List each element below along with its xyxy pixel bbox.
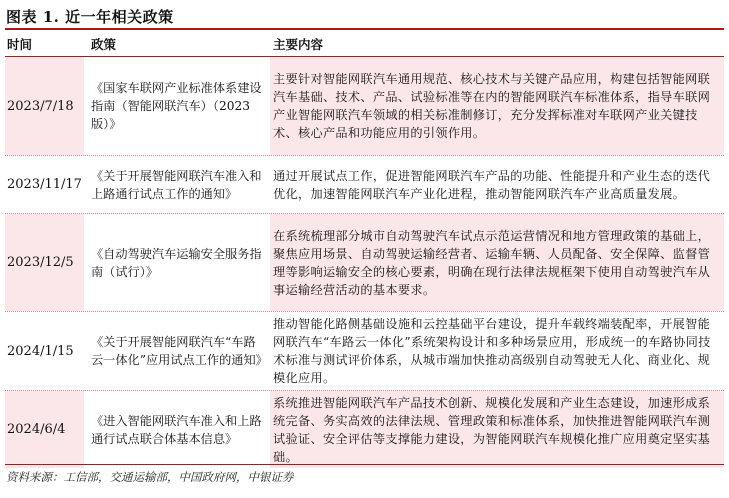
content-text: 主要针对智能网联汽车通用规范、核心技术与关键产品应用，构建包括智能网联汽车基础、技术、产品、试验标准等在内的智能网联汽车标准体系，指导车联网产业智能网联汽车领域的相关标准制修订，充分发挥标准对车联网产业关键技术、核心产品和功能应用的引领作用。 <box>273 72 711 140</box>
cell-policy <box>86 214 272 311</box>
time-text: 2023/11/17 <box>7 177 82 192</box>
cell-content <box>270 156 724 213</box>
cell-time <box>5 156 84 213</box>
content-text: 推动智能化路侧基础设施和云控基础平台建设，提升车载终端装配率，开展智能网联汽车“车路云一体化”系统架构设计和多种场景应用，形成统一的车路协同技术标准与测试评价体系，从城市端加快推动高级别自动驾驶无人化、商业化、规模化应用。 <box>273 317 711 385</box>
policy-table <box>5 57 724 468</box>
cell-content <box>270 312 724 390</box>
cell-content <box>270 391 724 468</box>
content-text: 在系统梳理部分城市自动驾驶汽车试点示范运营情况和地方管理政策的基础上，聚焦应用场景、自动驾驶运输经营者、运输车辆、人员配备、安全保障、监督管理等影响运输安全的核心要素，明确在现行法律法规框架下使用自动驾驶汽车从事运输经营活动的基本要求。 <box>273 228 711 297</box>
policy-text: 《自动驾驶汽车运输安全服务指南（试行）》 <box>91 246 262 279</box>
top-rule <box>5 28 724 30</box>
cell-time <box>5 214 84 311</box>
time-text: 2024/1/15 <box>7 343 74 359</box>
header-time: 时间 <box>7 37 33 52</box>
cell-policy <box>86 57 272 155</box>
policy-text: 《进入智能网联汽车准入和上路通行试点联合体基本信息》 <box>91 413 262 446</box>
cell-time <box>5 312 84 390</box>
time-text: 2024/6/4 <box>7 422 66 437</box>
table-row <box>5 213 724 311</box>
content-text: 通过开展试点工作，促进智能网联汽车产品的功能、性能提升和产业生态的迭代优化，加速智能网联汽车产业化进程，推动智能网联汽车产业高质量发展。 <box>273 168 711 201</box>
table-row <box>5 155 724 213</box>
policy-text: 《关于开展智能网联汽车准入和上路通行试点工作的通知》 <box>91 168 262 201</box>
time-text: 2023/7/18 <box>7 98 74 114</box>
table-row <box>5 311 724 390</box>
policy-text: 《关于开展智能网联汽车“车路云一体化”应用试点工作的通知》 <box>91 335 268 367</box>
figure-title: 图表 1. 近一年相关政策 <box>6 8 174 26</box>
cell-policy <box>86 312 272 390</box>
cell-time <box>5 57 84 155</box>
cell-policy <box>86 156 272 213</box>
cell-content <box>270 214 724 311</box>
cell-policy <box>86 391 272 468</box>
content-text: 系统推进智能网联汽车产品技术创新、规模化发展和产业生态建设，加速形成系统完备、务实高效的法律法规、管理政策和标准体系，加快推进智能网联汽车测试验证、安全评估等支撑能力建设，为智能网联汽车规模化推广应用奠定坚实基础。 <box>273 395 711 464</box>
cell-time <box>5 391 84 468</box>
bottom-rule <box>5 464 724 465</box>
header-content: 主要内容 <box>273 37 324 52</box>
policy-text: 《国家车联网产业标准体系建设指南（智能网联汽车）（2023 版）》 <box>91 81 262 131</box>
table-row <box>5 390 724 468</box>
header-policy: 政策 <box>91 37 117 52</box>
table-row <box>5 57 724 155</box>
cell-content <box>270 57 724 155</box>
table-header <box>5 31 724 55</box>
source-note: 资料来源：工信部，交通运输部，中国政府网，中银证券 <box>6 470 294 484</box>
time-text: 2023/12/5 <box>7 255 74 270</box>
